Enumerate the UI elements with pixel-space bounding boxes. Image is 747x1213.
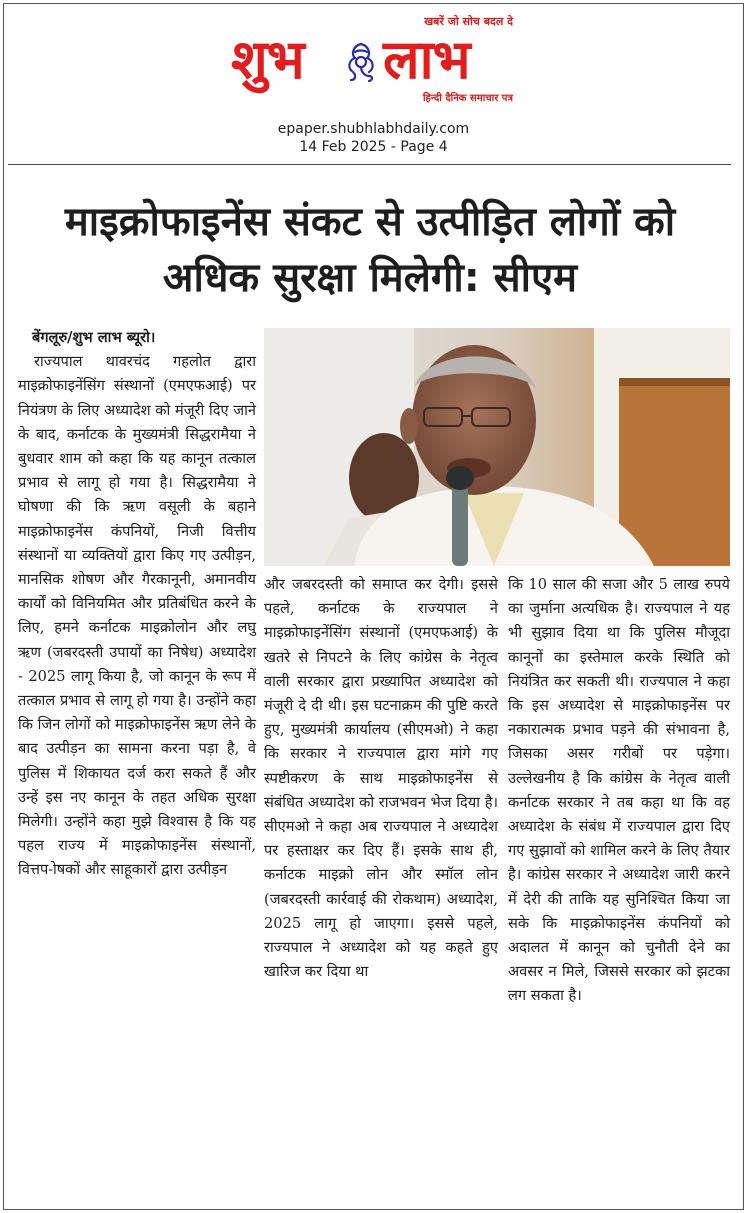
article-headline: माइक्रोफाइनेंस संकट से उत्पीड़ित लोगों को अधिक सुरक्षा मिलेगी: सीएम <box>64 199 676 301</box>
source-info <box>0 120 747 156</box>
source-date-page: 14 Feb 2025 - Page 4 <box>299 139 448 155</box>
article-dateline: बेंगलूरु/शुभ लाभ ब्यूरो। <box>32 329 156 346</box>
article-column-1 <box>18 326 256 883</box>
source-site[interactable]: epaper.shubhlabhdaily.com <box>277 121 470 137</box>
article-col2-text: और जबरदस्ती को समाप्त कर देगी। इससे पहले, कर्नाटक के राज्यपाल ने माइक्रोफाइनेंसिंग संस्थानों (एमएफआई) के खतरे से निपटने के लिए कांग्रेस के नेतृत्व वाली सरकार द्वारा प्रख्यापित अध्यादेश को मंजूरी दे दी थी। इस घटनाक्रम की पुष्टि करते हुए, मुख्यमंत्री कार्यालय (सीएमओ) ने कहा कि सरकार ने राज्यपाल द्वारा मांगे गए स्पष्टीकरण के साथ माइक्रोफाइनेंस से संबंधित अध्यादेश को राजभवन भेज दिया है। सीएमओ ने कहा अब राज्यपाल ने अध्यादेश पर हस्ताक्षर कर दिए हैं। इसके साथ ही, कर्नाटक माइक्रो लोन और स्मॉल लोन (जबरदस्ती कार्रवाई की रोकथाम) अध्यादेश, 2025 लागू हो जाएगा। इससे पहले, राज्यपाल ने अध्यादेश को यह कहते हुए खारिज कर दिया था <box>264 576 498 981</box>
speaker-photo-illustration <box>264 328 730 566</box>
masthead-tagline: खबरें जो सोच बदल दे <box>424 15 513 28</box>
masthead-logo[interactable] <box>225 8 523 108</box>
logo-word-labh: लाभ <box>383 27 470 91</box>
masthead-subtag: हिन्दी दैनिक समाचार पत्र <box>422 93 513 104</box>
article-column-2 <box>264 573 498 984</box>
ganesha-emblem-icon <box>343 40 379 84</box>
article-col3-text: कि 10 साल की सजा और 5 लाख रुपये का जुर्माना अत्यधिक है। राज्यपाल ने यह भी सुझाव दिया था कि पुलिस मौजूदा कानूनों का इस्तेमाल करके स्थिति को नियंत्रित कर सकती थी। राज्यपाल ने कहा कि इस अध्यादेश से माइक्रोफाइनेंस पर नकारात्मक प्रभाव पड़ने की संभावना है, जिसका असर गरीबों पर पड़ेगा। उल्लेखनीय है कि कांग्रेस के नेतृत्व वाली कर्नाटक सरकार ने तब कहा था कि वह अध्यादेश के संबंध में राज्यपाल द्वारा दिए गए सुझावों को शामिल करने के लिए तैयार है। कांग्रेस सरकार ने अध्यादेश जारी करने में देरी की ताकि यह सुनिश्चित किया जा सके कि माइक्रोफाइनेंस कंपनियों को अदालत में कानून को चुनौती देने का अवसर न मिले, जिससे सरकार को झटका लग सकता है। <box>508 576 730 1005</box>
article-column-3 <box>508 573 730 1009</box>
article-photo <box>264 328 730 566</box>
divider-rule <box>8 164 731 165</box>
logo-word-shubh: शुभ <box>231 27 304 91</box>
article-col1-text: राज्यपाल थावरचंद गहलोत द्वारा माइक्रोफाइनेंसिंग संस्थानों (एमएफआई) पर नियंत्रण के लिए अध्यादेश को मंजूरी दिए जाने के बाद, कर्नाटक के मुख्यमंत्री सिद्धरामैया ने बुधवार शाम को कहा कि यह कानून तत्काल प्रभाव से लागू हो गया है। सिद्धरामैया ने घोषणा की कि ऋण वसूली के बहाने माइक्रोफाइनेंस कंपनियों, निजी वित्तीय संस्थानों या व्यक्तियों द्वारा किए गए उत्पीड़न, मानसिक शोषण और गैरकानूनी, अमानवीय कार्यों को विनियमित और प्रतिबंधित करने के लिए, हमने कर्नाटक माइक्रोलोन और लघु ऋण (जबरदस्ती उपायों का निषेध) अध्यादेश - 2025 लागू किया है, जो कानून के रूप में तत्काल प्रभाव से लागू हो गया है। उन्होंने कहा कि जिन लोगों को माइक्रोफाइनेंस ऋण लेने के बाद उत्पीड़न का सामना करना पड़ा है, वे पुलिस में शिकायत दर्ज करा सकते हैं और उन्हें इस नए कानून के तहत अधिक सुरक्षा मिलेगी। उन्होंने कहा मुझे विश्वास है कि यह पहल राज्य में माइक्रोफाइनेंस संस्थानों, वित्तप-ोषकों और साहूकारों द्वारा उत्पीड़न <box>18 353 256 879</box>
